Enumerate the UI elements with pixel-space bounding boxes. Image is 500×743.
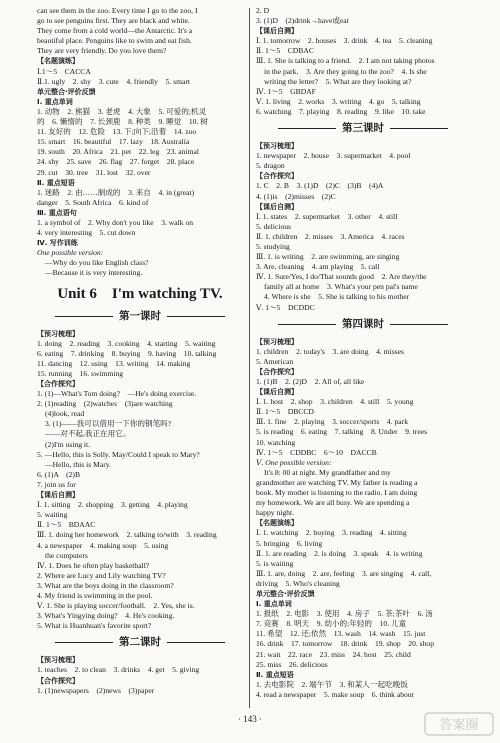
answer-line: happy night. — [256, 508, 294, 518]
left-block-2 — [37, 329, 243, 632]
answer-line: 19. south 20. Africa 21. pet 22. leg 23. animal — [37, 147, 199, 157]
answer-line: 24. shy 25. save 26. flag 27. forget 28. place — [37, 157, 195, 167]
answer-line: writing the letter? 5. What are they looking at? — [264, 76, 412, 86]
answer-line: 3. (1)D (2)drink→have或eat — [256, 16, 349, 26]
answer-line: 5. —Hello, this is Solly. May/Could I speak to Mary? — [37, 449, 200, 459]
lesson-2-heading: 第二课时 — [37, 634, 243, 652]
answer-line: in the park. 3. Are they going to the zoo? 4. Is she — [264, 66, 427, 76]
answer-line: (2)I'm using it. — [45, 439, 91, 449]
answer-line: Ⅱ. 1. children 2. misses 3. America 4. races — [256, 231, 405, 241]
answer-line: 5. studying — [256, 241, 290, 251]
answer-line: 3. (1)——我可以借用一下你的钢笔吗? — [45, 419, 172, 429]
answer-line: Ⅰ. 1. states 2. supermarket 3. other 4. still — [256, 211, 398, 221]
answer-line: 5. waiting — [37, 510, 68, 520]
answer-line: 5. dragon — [256, 161, 285, 171]
answer-line: Ⅲ. 1. fine 2. playing 3. soccer/sports 4. park — [256, 417, 408, 427]
answer-line: 4. read a newspaper 5. make soup 6. think about — [256, 689, 414, 699]
answer-line: (4)look, read — [45, 409, 85, 419]
page-number: · 143 · — [238, 714, 262, 724]
answer-line: book. My mother is listening to the radio. I am doing — [256, 488, 418, 498]
section-heading: 【预习梳理】 — [256, 337, 298, 346]
right-block-1 — [256, 6, 470, 117]
answer-line: 11. 友好的 12. 危险 13. 下;向下;沿着 14. zoo — [37, 127, 197, 137]
section-heading: 【预习梳理】 — [37, 656, 79, 665]
answer-line: 11. 希望 12. 还;依然 13. wash 14. wash 15. just — [256, 629, 426, 639]
answer-line: 5. is waiting — [256, 558, 294, 568]
lesson-3-heading: 第三课时 — [256, 120, 470, 138]
answer-line: 4. My friend is swimming in the pool. — [37, 590, 153, 600]
answer-line: 15. smart 16. beautiful 17. lazy 18. Australia — [37, 137, 190, 147]
answer-line: Ⅱ.1. ugly 2. shy 3. cute 4. friendly 5. smart — [37, 76, 191, 86]
section-heading: 【课后自测】 — [256, 202, 298, 211]
answer-line: beautiful place. Penguins like to swim and eat fish. — [37, 36, 192, 46]
answer-line: 29. cut 30. tree 31. lost 32. over — [37, 167, 151, 177]
left-block-3 — [37, 655, 243, 695]
section-heading: Ⅱ. 重点短语 — [37, 178, 75, 187]
answer-line: 4. very interesting 5. cut down — [37, 228, 136, 238]
answer-line: 7. join us for — [37, 479, 76, 489]
answer-line: 4. (1)is (2)misses (2)C — [256, 191, 336, 201]
answer-line: the computers — [45, 550, 88, 560]
section-heading: Ⅰ. 重点单词 — [37, 97, 73, 106]
answer-line: 6. (1)A (2)B — [37, 469, 81, 479]
section-heading: 【名题演练】 — [37, 57, 79, 66]
answer-line: 3. What's Yingying doing? 4. He's cooking. — [37, 611, 175, 621]
column-divider — [249, 8, 250, 708]
section-heading: Ⅱ. 重点短语 — [256, 670, 294, 679]
answer-line: 1. children 2. today's 3. are doing 4. misses — [256, 346, 404, 356]
answer-line: 3. What are the boys doing in the classroom? — [37, 580, 174, 590]
right-block-3 — [256, 337, 470, 700]
answer-line: 21. wait 22. race 23. miss 24. host 25. child — [256, 649, 411, 659]
lesson-1-heading: 第一课时 — [37, 308, 243, 326]
answer-line: 3. Are, cleaning 4. am playing 5. call — [256, 262, 380, 272]
right-block-2 — [256, 141, 470, 313]
answer-line: 25. miss 26. delicious — [256, 659, 328, 669]
section-heading: 【合作探究】 — [37, 676, 79, 685]
answer-line: Ⅳ. 1～5 GBDAF — [256, 86, 316, 96]
answer-line: 4. Where is she 5. She is talking to his mother — [264, 292, 410, 302]
answer-line: 16. drink 17. tomorrow 18. drink 19. shop 20. shop — [256, 639, 435, 649]
answer-line: ——对不起,我正在用它。 — [45, 429, 131, 439]
answer-line: 1. newspaper 2. house 3. supermarket 4. pool — [256, 151, 411, 161]
answer-line: Ⅲ. 1. are, doing 2. are, feeling 3. are singing 4. call, — [256, 568, 432, 578]
answer-line: Ⅴ. One possible version: — [256, 457, 332, 467]
section-heading: Ⅲ. 重点语句 — [37, 208, 77, 217]
answer-line: 6. watching 7. playing 8. reading 9. like 10. take — [256, 106, 426, 116]
answer-line: —Hello, this is Mary. — [45, 459, 111, 469]
answer-line: One possible version: — [37, 248, 104, 258]
answer-line: 1. teaches 2. to clean 3. drinks 4. get 5. giving — [37, 665, 200, 675]
answer-line: Ⅱ. 1～5 BDAAC — [37, 520, 96, 530]
answer-line: Ⅲ. 1. doing her homework 2. talking to/with 3. reading — [37, 530, 217, 540]
answer-line: 1. C 2. B 3. (1)D (2)C (3)B (4)A — [256, 181, 384, 191]
answer-line: It's 8: 00 at night. My grandfather and my — [264, 467, 391, 477]
answer-line: 的 6. 懒惰的 7. 长颈鹿 8. 种类 9. 睡觉 10. 树 — [37, 117, 208, 127]
answer-line: danger 5. South Africa 6. kind of — [37, 197, 149, 207]
answer-line: 5. What is Huanhuan's favorite sport? — [37, 621, 152, 631]
answer-line: Ⅰ.1～5 CACCA — [37, 66, 91, 76]
watermark-logo — [424, 711, 494, 737]
answer-line: 15. running 16. swimming — [37, 368, 124, 378]
answer-line: 11. dancing 12. using 13. writing 14. making — [37, 358, 191, 368]
answer-line: 5. delicious — [256, 221, 292, 231]
answer-line: Ⅴ. 1. living 2. works 3. writing 4. go 5. talking — [256, 96, 421, 106]
answer-line: 1. (1)newspapers (2)news (3)paper — [37, 685, 155, 695]
section-heading: 【预习梳理】 — [37, 329, 79, 338]
answer-line: —Because it is very interesting. — [45, 268, 143, 278]
section-heading: 【课后自测】 — [256, 388, 298, 397]
answer-line: my homework. We are all busy. We are spending a — [256, 498, 410, 508]
answer-line: 1. (1)—What's Tom doing? —He's doing exercise. — [37, 389, 197, 399]
answer-line: 1. 去电影院 2. 端午节 3. 和某人一起吃晚饭 — [256, 679, 408, 689]
answer-line: Ⅳ. 1. Sure/Yes, I do/That sounds good 2. Are they/the — [256, 272, 427, 282]
answer-line: 1. 迷路 2. 由……制成的 3. 来自 4. in (great) — [37, 187, 195, 197]
answer-line: 4. a newspaper 4. making soup 5. using — [37, 540, 169, 550]
answer-line: —Why do you like English class? — [45, 258, 149, 268]
unit-title: Unit 6 I'm watching TV. — [57, 285, 223, 302]
answer-line: They are very friendly. Do you love them? — [37, 46, 167, 56]
answer-line: 1. 报纸 2. 电影 3. 使用 4. 房子 5. 茶;茶叶 6. 汤 — [256, 609, 433, 619]
answer-line: 2. (1)reading (2)watches (3)are watching — [37, 399, 173, 409]
answer-line: Ⅱ. 1. are reading 2. is doing 3. speak 4. is writing — [256, 548, 423, 558]
answer-line: They come from a cold world—the Antarctic. It's a — [37, 26, 193, 36]
left-column — [37, 6, 243, 696]
right-column — [256, 6, 470, 700]
answer-line: 2. Where are Lucy and Lily watching TV? — [37, 570, 166, 580]
section-heading: 【课后自测】 — [256, 27, 298, 36]
answer-line: Ⅰ. 1. sitting 2. shopping 3. getting 4. playing — [37, 500, 188, 510]
answer-line: Ⅱ. 1～5 CDBAC — [256, 46, 314, 56]
lesson-4-heading: 第四课时 — [256, 316, 470, 334]
section-heading: 单元整合·评价反馈 — [37, 87, 96, 96]
section-heading: 单元整合·评价反馈 — [256, 589, 315, 598]
answer-line: Ⅰ. 1. watching 2. buying 3. reading 4. sitting — [256, 528, 407, 538]
answer-line: 5. bringing 6. living — [256, 538, 323, 548]
answer-line: 1. a symbol of 2. Why don't you like 3. walk on — [37, 217, 194, 227]
answer-line: 1. 动物 2. 熊猫 3. 老虎 4. 大象 5. 可爱的;机灵 — [37, 106, 207, 116]
section-heading: Ⅰ. 重点单词 — [256, 600, 292, 609]
answer-line: 1. (1)B 2. (2)D 2. All of, all like — [256, 377, 365, 386]
answer-line: 2. D — [256, 6, 270, 15]
section-heading: 【名题演练】 — [256, 519, 298, 528]
watermark-text: 答案圈 — [439, 718, 479, 733]
left-block-1 — [37, 6, 243, 279]
answer-line: 1. doing 2. reading 3. cooking 4. starting 5. waiting — [37, 338, 216, 348]
answer-line: Ⅱ. 1～5 DBCCD — [256, 407, 314, 417]
answer-line: Ⅳ. 1. Does he often play basketball? — [37, 560, 150, 570]
answer-line: Ⅴ. 1～5 DCDDC — [256, 302, 315, 312]
answer-line: Ⅲ. 1. is writing 2. are swimming, are singing — [256, 252, 400, 262]
answer-line: 5. is reading 6. eating 7. talking 8. Under 9. trees — [256, 427, 428, 437]
answer-line: can see them in the zoo. Every time I go to the zoo, I — [37, 6, 198, 15]
answer-line: Ⅰ. 1. tomorrow 2. houses 3. drink 4. tea 5. cleaning — [256, 36, 433, 46]
section-heading: 【课后自测】 — [37, 491, 79, 500]
section-heading: 【合作探究】 — [256, 172, 298, 181]
answer-line: Ⅳ. 1～5 CDDBC 6～10 DACCB — [256, 447, 377, 457]
section-heading: 【预习梳理】 — [256, 142, 298, 151]
section-heading: Ⅳ. 写作训练 — [37, 239, 78, 248]
answer-line: go to see penguins first. They are black and white. — [37, 16, 190, 26]
answer-line: family all at home 3. What's your pen pal's name — [264, 282, 418, 292]
answer-line: Ⅴ. 1. She is playing soccer/football. 2. Yes, she is. — [37, 601, 195, 611]
answer-line: grandmother are watching TV. My father is reading a — [256, 477, 418, 487]
answer-line: 10. watching — [256, 437, 296, 447]
answer-line: 6. eating 7. drinking 8. buying 9. having 10. talking — [37, 348, 217, 358]
section-heading: 【合作探究】 — [256, 367, 298, 376]
answer-line: Ⅲ. 1. She is talking to a friend. 2. I am not taking photos — [256, 56, 435, 66]
section-heading: 【合作探究】 — [37, 380, 79, 388]
answer-line: 7. 竞赛 8. 明天 9. 幼小的;年轻的 10. 儿童 — [256, 619, 407, 629]
answer-line: Ⅰ. 1. host 2. shop 3. children 4. still 5. young — [256, 397, 414, 407]
answer-line: driving 5. Who's cleaning — [256, 578, 340, 588]
answer-line: 5. American — [256, 356, 294, 366]
